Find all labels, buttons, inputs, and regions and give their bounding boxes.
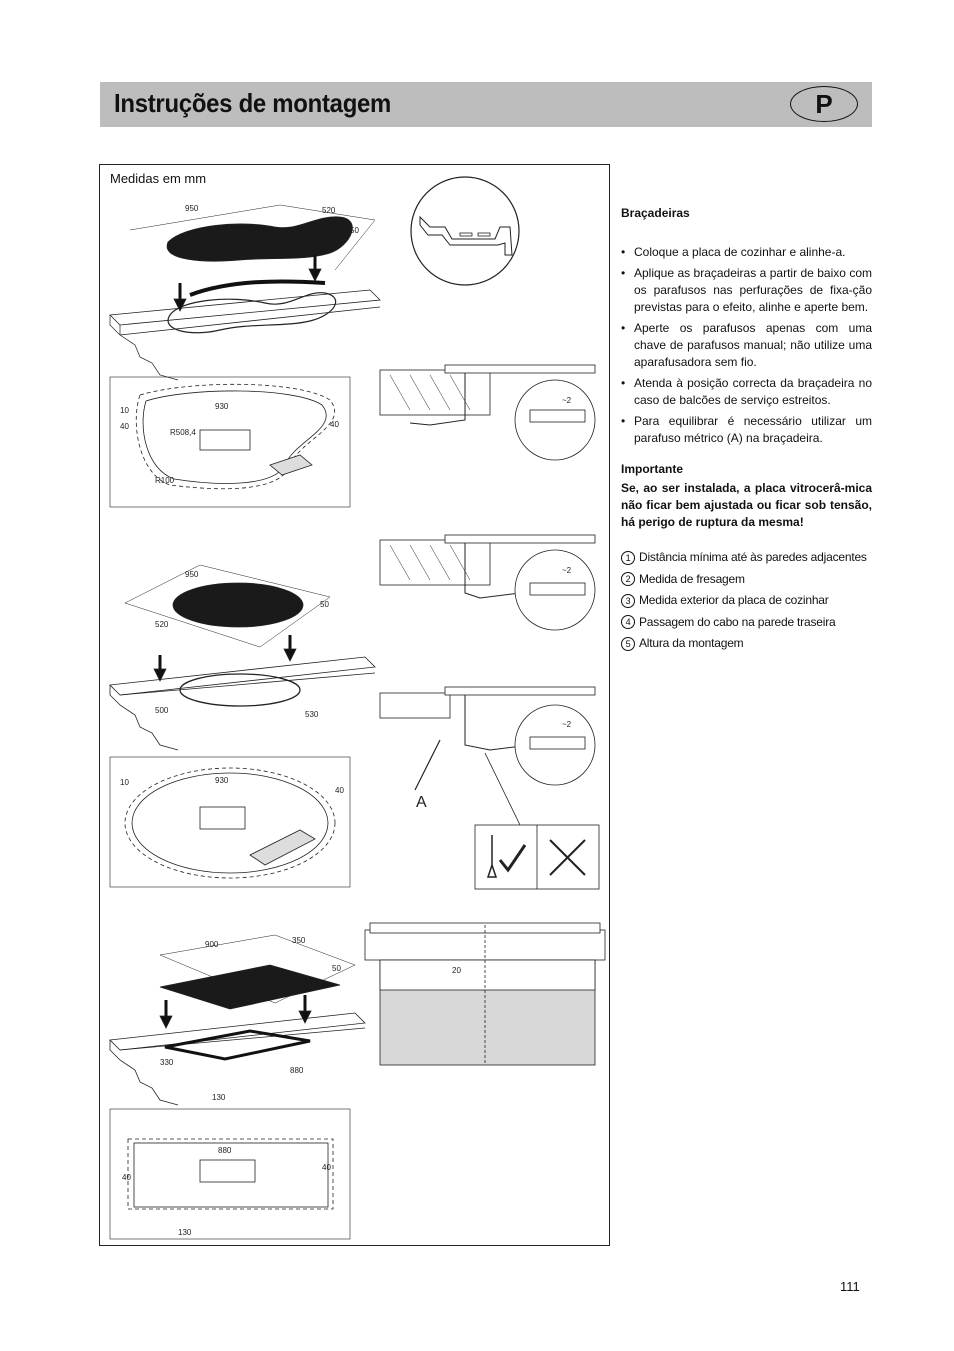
svg-text:R100: R100 [155, 476, 175, 485]
installation-figure [99, 164, 610, 1246]
legend-item [621, 592, 872, 609]
legend-number: 1 [621, 551, 635, 565]
legend-text: Altura da montagem [639, 636, 744, 651]
svg-text:880: 880 [218, 1146, 232, 1155]
instructions-column [621, 205, 872, 657]
installed-cross-section [365, 923, 605, 1065]
svg-text:930: 930 [215, 402, 229, 411]
svg-text:10: 10 [120, 406, 129, 415]
legend-item [621, 571, 872, 588]
page-number: 111 [840, 1279, 860, 1294]
svg-text:~2: ~2 [562, 566, 572, 575]
list-item: • Para equilibrar é necessário utilizar um parafuso métrico (A) na braçadeira. [621, 413, 872, 447]
oval-cutout-plan [110, 757, 350, 887]
kidney-hob-perspective [110, 204, 380, 380]
svg-text:40: 40 [330, 420, 339, 429]
dim-950: 950 [185, 204, 199, 213]
bracket-detail-circle [411, 177, 519, 285]
svg-text:350: 350 [292, 936, 306, 945]
cross-section-3 [380, 687, 599, 889]
language-badge: P [790, 86, 858, 122]
rect-cutout-plan [110, 1109, 350, 1239]
important-heading: Importante [621, 462, 684, 476]
svg-text:40: 40 [335, 786, 344, 795]
svg-text:950: 950 [185, 570, 199, 579]
instruction-list [621, 244, 872, 447]
cross-section-2 [380, 535, 595, 630]
kidney-cutout-plan [110, 377, 350, 507]
svg-text:130: 130 [178, 1228, 192, 1237]
legend [621, 549, 872, 652]
legend-item [621, 635, 872, 652]
figure-label: Medidas em mm [110, 171, 207, 186]
svg-text:520: 520 [155, 620, 169, 629]
legend-item [621, 549, 872, 566]
legend-number: 3 [621, 594, 635, 608]
important-text: Se, ao ser instalada, a placa vitrocerâ-mica não ficar bem ajustada ou ficar sob tensão, há perigo de ruptura da mesma! [621, 481, 872, 529]
legend-text: Medida exterior da placa de cozinhar [639, 593, 829, 608]
svg-text:40: 40 [122, 1173, 131, 1182]
svg-text:R508,4: R508,4 [170, 428, 196, 437]
svg-text:130: 130 [212, 1093, 226, 1102]
svg-text:~2: ~2 [562, 720, 572, 729]
dim-50: 50 [350, 226, 359, 235]
svg-text:530: 530 [305, 710, 319, 719]
legend-item [621, 614, 872, 631]
list-item: • Aplique as braçadeiras a partir de baixo com os parafusos nas perfurações de fixa-ção previstas para o efeito, alinhe e aperte bem. [621, 265, 872, 316]
svg-text:330: 330 [160, 1058, 174, 1067]
svg-text:930: 930 [215, 776, 229, 785]
legend-text: Distância mínima até às paredes adjacentes [639, 550, 867, 564]
dim-520: 520 [322, 206, 336, 215]
list-item: • Atenda à posição correcta da braçadeira no caso de balcões de serviço estreitos. [621, 375, 872, 409]
svg-text:40: 40 [322, 1163, 331, 1172]
cross-section-1 [380, 365, 595, 460]
list-item: • Aperte os parafusos apenas com uma chave de parafusos manual; não utilize uma aparafusadora sem fio. [621, 320, 872, 371]
legend-number: 5 [621, 637, 635, 651]
svg-text:~2: ~2 [562, 396, 572, 405]
legend-number: 4 [621, 615, 635, 629]
oval-hob-perspective [110, 565, 375, 750]
svg-text:50: 50 [320, 600, 329, 609]
legend-text: Passagem do cabo na parede traseira [639, 614, 836, 629]
installation-drawings [100, 165, 611, 1247]
svg-text:880: 880 [290, 1066, 304, 1075]
svg-text:20: 20 [452, 966, 461, 975]
svg-text:500: 500 [155, 706, 169, 715]
legend-number: 2 [621, 572, 635, 586]
legend-text: Medida de fresagem [639, 571, 745, 586]
svg-text:900: 900 [205, 940, 219, 949]
page-header [100, 82, 872, 127]
svg-text:10: 10 [120, 778, 129, 787]
svg-text:50: 50 [332, 964, 341, 973]
svg-text:40: 40 [120, 422, 129, 431]
svg-text:A: A [416, 794, 427, 811]
rect-hob-perspective [110, 935, 365, 1105]
list-item: • Coloque a placa de cozinhar e alinhe-a. [621, 244, 872, 261]
page-title: Instruções de montagem [114, 88, 392, 118]
bracket-heading: Braçadeiras [621, 206, 690, 220]
